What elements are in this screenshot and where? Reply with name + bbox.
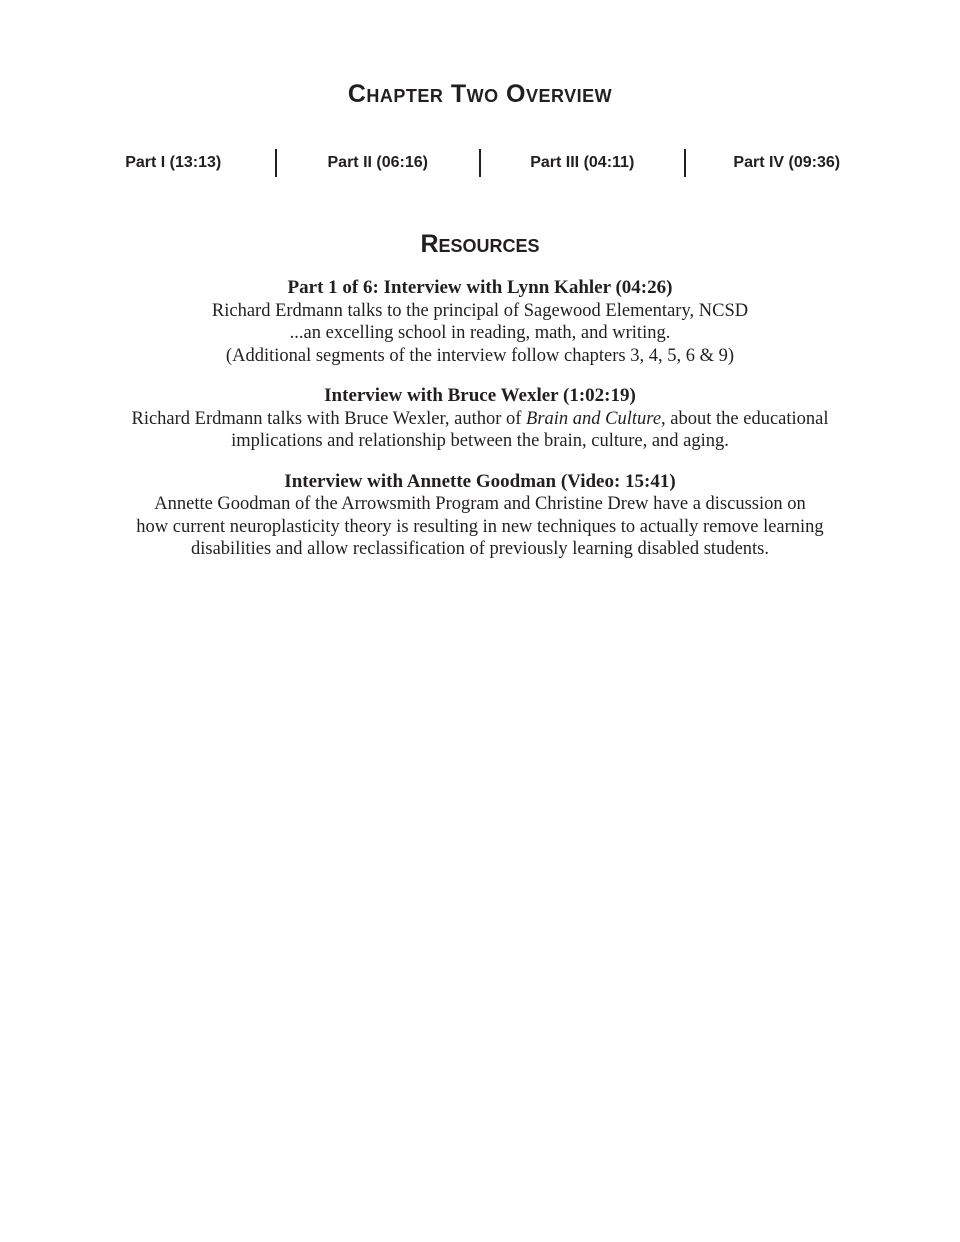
chapter-parts-nav (72, 146, 888, 180)
resource-description-line (60, 408, 900, 431)
resource-description-line: ...an excelling school in reading, math, and writing. (289, 323, 671, 343)
book-title: Brain and Culture (526, 408, 662, 429)
chapter-title: Chapter Two Overview (347, 80, 613, 108)
resource-heading-link[interactable]: Interview with Bruce Wexler (1:02:19) (324, 385, 636, 406)
resource-description-line: Richard Erdmann talks to the principal of Sagewood Elementary, NCSD (211, 300, 749, 321)
resource-item-bruce-wexler (80, 385, 880, 453)
part-2-link[interactable]: Part II (06:16) (327, 154, 428, 171)
resources-list (80, 277, 880, 579)
part-3-link[interactable]: Part III (04:11) (530, 154, 635, 171)
resource-item-lynn-kahler (80, 277, 880, 367)
resource-heading-link[interactable]: Interview with Annette Goodman (Video: 15:41) (284, 470, 676, 492)
resource-description-line: disabilities and allow reclassification of previously learning disabled students. (191, 539, 769, 559)
description-text: , about the educational (661, 408, 829, 429)
description-text: Richard Erdmann talks with Bruce Wexler, author of (131, 408, 527, 429)
resource-description-line: how current neuroplasticity theory is resulting in new techniques to actually remove learning (136, 516, 824, 537)
resource-description-line: implications and relationship between the brain, culture, and aging. (231, 431, 729, 451)
resources-title: Resources (420, 230, 540, 258)
part-4-link[interactable]: Part IV (09:36) (733, 154, 841, 171)
resource-item-annette-goodman (80, 471, 880, 561)
resource-heading-link[interactable]: Part 1 of 6: Interview with Lynn Kahler (04:26) (287, 277, 673, 298)
resource-description-line: (Additional segments of the interview follow chapters 3, 4, 5, 6 & 9) (225, 345, 735, 366)
resource-description-line: Annette Goodman of the Arrowsmith Program and Christine Drew have a discussion on (154, 494, 806, 514)
part-1-link[interactable]: Part I (13:13) (125, 154, 222, 171)
